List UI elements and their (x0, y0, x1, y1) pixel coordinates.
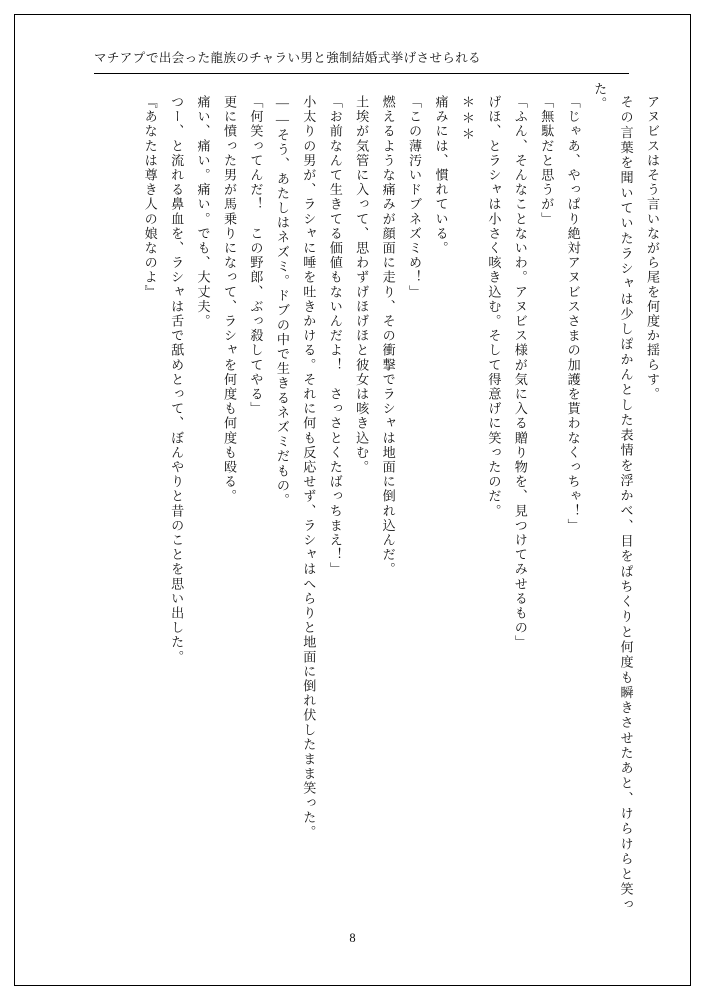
paragraph: 『あなたは尊き人の娘なのよ』 (142, 95, 158, 300)
paragraph: 「何笑ってんだ！ この野郎、ぶっ殺してやる」 (248, 95, 264, 417)
vertical-body-text (40, 82, 665, 912)
scene-break: ＊＊＊ (459, 95, 475, 144)
paragraph: つー、と流れる鼻血を、ラシャは舌で舐めとって、ぼんやりと昔のことを思い出した。 (169, 95, 185, 665)
paragraph: 「無駄だと思うが」 (539, 95, 555, 227)
paragraph: 「ふん、そんなことないわ。アヌビス様が気に入る贈り物を、見つけてみせるもの」 (512, 95, 528, 650)
paragraph: その言葉を聞いていたラシャは少しぽかんとした表情を浮かべ、目をぱちくりと何度も瞬きさせたあと、けらけらと笑った。 (592, 82, 634, 912)
paragraph: 土埃が気管に入って、思わずげほげほと彼女は咳き込む。 (354, 95, 370, 475)
paragraph: アヌビスはそう言いながら尾を何度か揺らす。 (645, 95, 660, 402)
paragraph: 痛い、痛い。痛い。でも、大丈夫。 (195, 95, 211, 329)
paragraph: 「この薄汚いドブネズミめ！」 (407, 95, 423, 300)
page-number: 8 (349, 931, 356, 945)
page-inner (36, 34, 669, 966)
paragraph: 痛みには、慣れている。 (433, 95, 449, 256)
paragraph: 「お前なんて生きてる価値もないんだよ！ さっさとくたばっちまえ！」 (327, 95, 343, 577)
paragraph: 更に憤った男が馬乗りになって、ラシャを何度も何度も殴る。 (222, 95, 237, 504)
paragraph: ――そう、あたしはネズミ。ドブの中で生きるネズミだもの。 (274, 95, 290, 508)
running-head-title: マチアプで出会った龍族のチャラい男と強制結婚式挙げさせられる (94, 48, 629, 74)
paragraph: 「じゃあ、やっぱり絶対アヌビスさまの加護を貰わなくっちゃ！」 (565, 95, 581, 534)
paragraph: 小太りの男が、ラシャに唾を吐きかける。それに何も反応せず、ラシャはへらりと地面に倒れ伏したまま笑った。 (301, 95, 317, 840)
paragraph: げほ、とラシャは小さく咳き込む。そして得意げに笑ったのだ。 (486, 95, 502, 519)
paragraph: 燃えるような痛みが顔面に走り、その衝撃でラシャは地面に倒れ込んだ。 (380, 95, 396, 577)
